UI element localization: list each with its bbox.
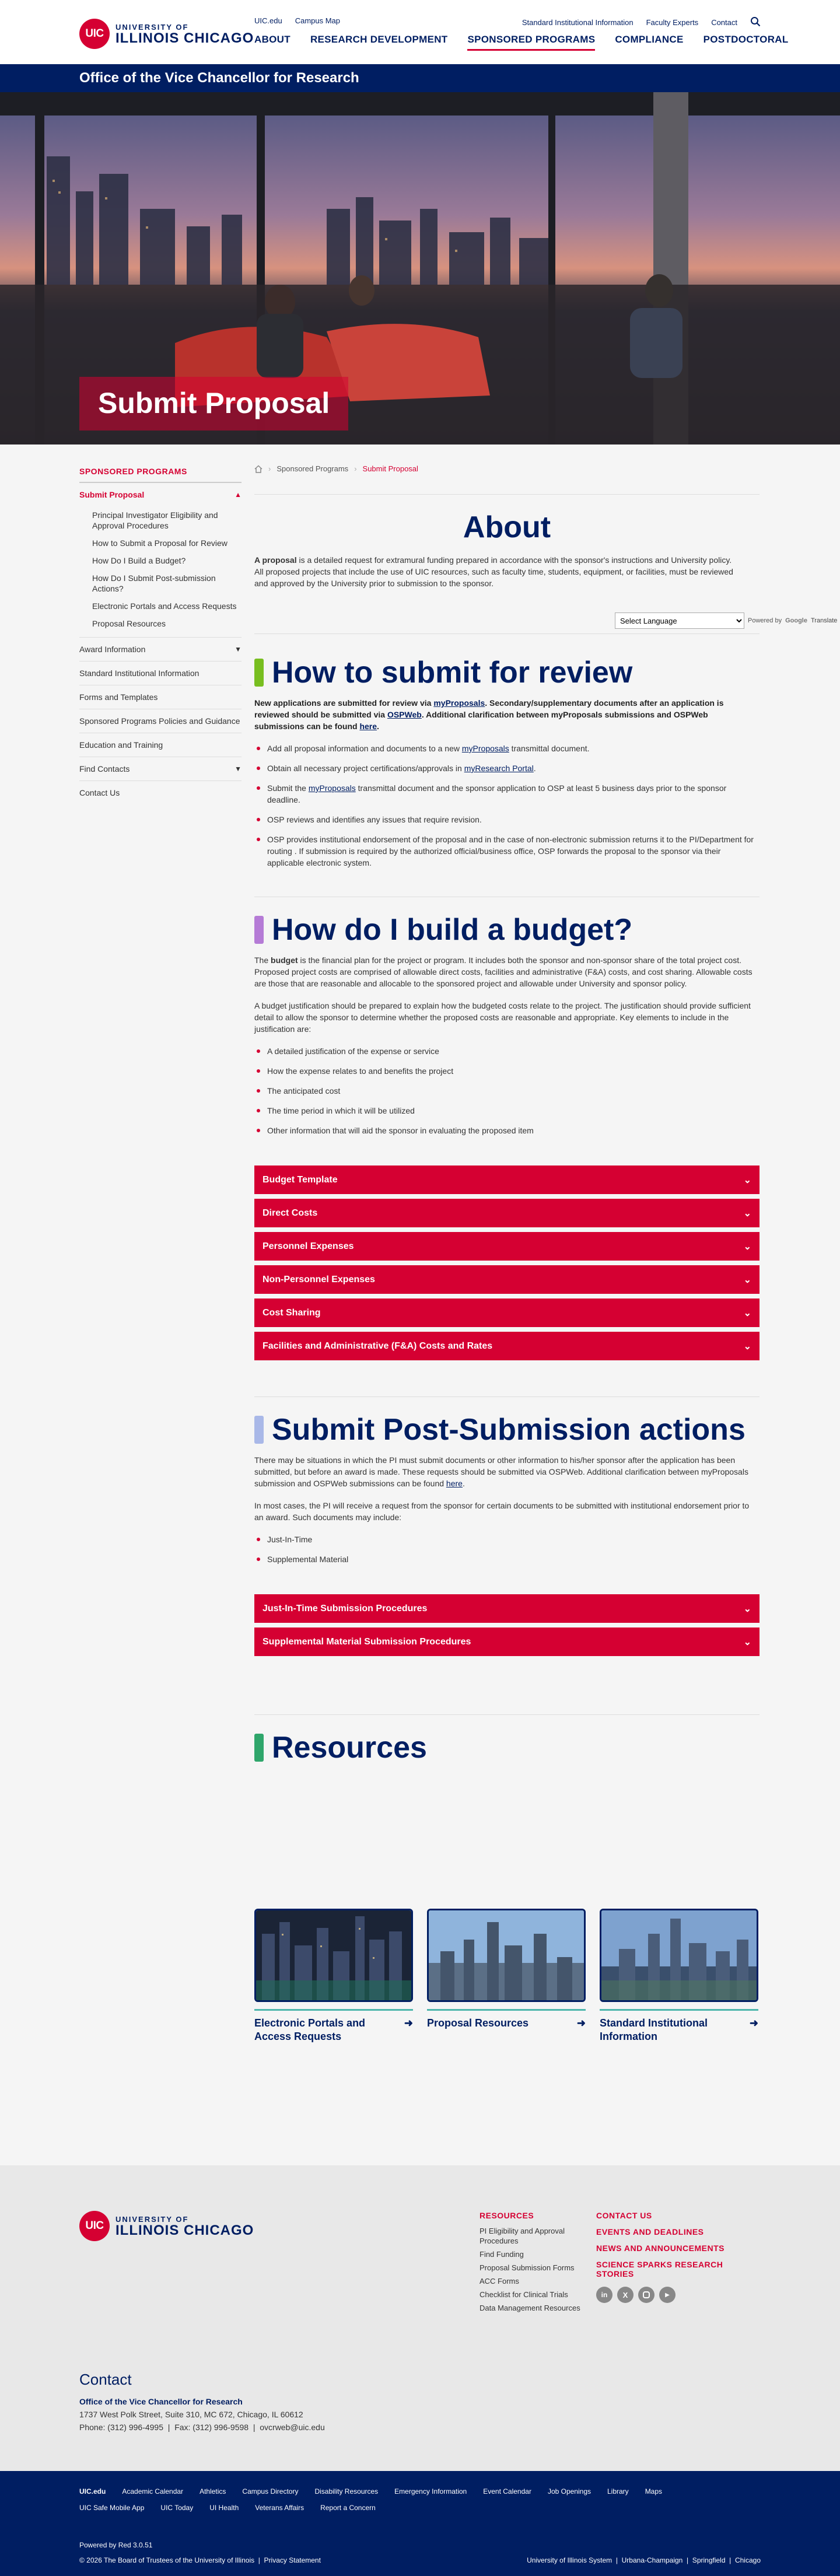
myproposals-link[interactable]: myProposals	[461, 744, 509, 753]
footer-link[interactable]: Checklist for Clinical Trials	[480, 2290, 568, 2299]
list-item: OSP provides institutional endorsement of the proposal and in the case of non-electronic submission returns it to the PI/Department for routing . If submission is required by the authorized official/business office, OSP forwards the proposal to the sponsor via their applicable electronic system.	[254, 834, 760, 869]
youtube-icon[interactable]: ▶	[659, 2287, 676, 2303]
chevron-down-icon: ⌄	[743, 1341, 751, 1352]
accordion-budget-template[interactable]: Budget Template ⌄	[254, 1166, 760, 1194]
sidebar-subitem-pi-eligibility[interactable]: Principal Investigator Eligibility and Approval Procedures	[92, 510, 218, 530]
chevron-down-icon[interactable]: ▼	[235, 765, 242, 773]
bottom-link[interactable]: Event Calendar	[483, 2487, 531, 2496]
list-item: How the expense relates to and benefits the project	[254, 1065, 760, 1077]
utility-nav-right	[522, 16, 761, 29]
list-item: The time period in which it will be utilized	[254, 1105, 760, 1116]
language-select[interactable]	[615, 612, 744, 629]
ospweb-link[interactable]: OSPWeb	[387, 710, 422, 719]
sidebar-item-label: Forms and Templates	[79, 692, 158, 702]
review-steps	[254, 743, 760, 869]
sidebar-subitem-build-budget[interactable]: How Do I Build a Budget?	[92, 556, 186, 565]
bottom-link[interactable]: UIC Safe Mobile App	[79, 2504, 145, 2512]
arrow-right-icon: ➜	[576, 2017, 586, 2029]
myproposals-link[interactable]: myProposals	[308, 783, 356, 793]
footer-uic-logo[interactable]: UIC UNIVERSITY OF ILLINOIS CHICAGO	[79, 2211, 254, 2241]
accordion-personnel-expenses[interactable]: Personnel Expenses ⌄	[254, 1232, 760, 1261]
bottom-link[interactable]: Library	[607, 2487, 629, 2496]
accordion-non-personnel-expenses[interactable]: Non-Personnel Expenses ⌄	[254, 1265, 760, 1294]
sidebar-item-label: Standard Institutional Information	[79, 668, 200, 678]
budget-accordions	[254, 1166, 760, 1360]
myresearch-portal-link[interactable]: myResearch Portal	[464, 764, 534, 773]
sidebar-item-submit-proposal[interactable]	[79, 483, 242, 506]
resources-heading-text: Resources	[272, 1731, 427, 1765]
footer-resources-heading[interactable]: RESOURCES	[480, 2211, 534, 2220]
bottom-link[interactable]: UIC.edu	[79, 2487, 106, 2496]
contact-address: 1737 West Polk Street, Suite 310, MC 672, Chicago, IL 60612	[79, 2410, 303, 2419]
sidebar-item-label: Contact Us	[79, 788, 120, 797]
card-image	[600, 1909, 758, 2002]
logo-line2: ILLINOIS CHICAGO	[116, 30, 254, 46]
post-accordions	[254, 1594, 760, 1656]
bottom-link[interactable]: Report a Concern	[320, 2504, 376, 2512]
section-accent-bar	[254, 659, 264, 687]
review-heading-text: How to submit for review	[272, 656, 633, 690]
utility-link-campus-map[interactable]: Campus Map	[295, 16, 341, 25]
about-text	[254, 554, 738, 589]
divider	[254, 1714, 760, 1715]
sidebar-subitem-how-to-submit[interactable]: How to Submit a Proposal for Review	[92, 538, 228, 548]
logo-mark: UIC	[79, 2211, 110, 2241]
chevron-down-icon: ⌄	[743, 1604, 751, 1614]
uic-logo[interactable]	[79, 19, 254, 49]
footer-quick-links	[596, 2211, 748, 2303]
budget-heading-text: How do I build a budget?	[272, 913, 633, 947]
office-title[interactable]: Office of the Vice Chancellor for Research	[79, 70, 359, 86]
resource-card-standard-info[interactable]	[600, 1909, 758, 2043]
list-item: Other information that will aid the sponsor in evaluating the proposed item	[254, 1125, 760, 1136]
footer-resources	[480, 2211, 584, 2316]
about-heading: About	[463, 510, 551, 544]
sidebar-subitem-post-submission[interactable]: How Do I Submit Post-submission Actions?	[92, 573, 216, 593]
about-text-body: is a detailed request for extramural funding prepared in accordance with the sponsor's instructions and University policy. All proposed projects that include the use of UIC resources, such as faculty time, students, equipment, or facilities, must be reviewed and approved by the University prior to submission to the sponsor.	[254, 555, 733, 588]
google-translate-widget: Select Language Powered by Google Translate	[615, 612, 837, 629]
sidebar-subitem-proposal-resources[interactable]: Proposal Resources	[92, 619, 166, 628]
accordion-supplemental-material[interactable]: Supplemental Material Submission Procedures ⌄	[254, 1628, 760, 1656]
bottom-bar	[0, 2471, 840, 2576]
bottom-link[interactable]: Campus Directory	[242, 2487, 299, 2496]
sidebar-item-award-information[interactable]	[79, 638, 242, 662]
footer-events[interactable]: EVENTS AND DEADLINES	[596, 2227, 704, 2236]
footer-link[interactable]: Proposal Submission Forms	[480, 2263, 575, 2272]
resource-card-proposal-resources[interactable]	[427, 1909, 586, 2030]
card-title[interactable]: Standard Institutional Information	[600, 2017, 708, 2042]
card-title[interactable]: Electronic Portals and Access Requests	[254, 2017, 366, 2042]
arrow-right-icon: ➜	[404, 2017, 413, 2029]
accordion-fa-costs[interactable]: Facilities and Administrative (F&A) Costs and Rates ⌄	[254, 1332, 760, 1360]
sidebar-subitem-electronic-portals[interactable]: Electronic Portals and Access Requests	[92, 601, 237, 611]
chevron-down-icon: ⌄	[743, 1241, 751, 1252]
main-content	[254, 464, 760, 1764]
budget-justification: A budget justification should be prepared to explain how the budgeted costs relate to the project. The justification should provide sufficient detail to allow the sponsor to determine whether the proposed costs are reasonable and appropriate. Key elements to include in the justification are:	[254, 1001, 751, 1034]
site-header	[0, 0, 840, 64]
google-logo: Google	[785, 617, 807, 624]
utility-link-faculty-experts[interactable]: Faculty Experts	[646, 18, 699, 27]
post-docs-text: In most cases, the PI will receive a request from the sponsor for certain documents to be submitted with institutional endorsement prior to an award. Such documents may include:	[254, 1501, 750, 1522]
card-image	[254, 1909, 413, 2002]
footer-link[interactable]: Data Management Resources	[480, 2304, 580, 2312]
myproposals-link[interactable]: myProposals	[433, 698, 485, 708]
resource-card-electronic-portals[interactable]	[254, 1909, 413, 2043]
bottom-link[interactable]: Disability Resources	[314, 2487, 379, 2496]
logo-mark: UIC	[79, 19, 110, 49]
sidebar-item-label: Submit Proposal	[79, 490, 145, 499]
sidebar-item-education[interactable]	[79, 733, 242, 757]
section-accent-bar	[254, 1416, 264, 1444]
breadcrumb-sponsored-programs[interactable]: Sponsored Programs	[276, 464, 349, 473]
bottom-link[interactable]: Maps	[645, 2487, 663, 2496]
nav-research-development[interactable]: RESEARCH DEVELOPMENT	[310, 34, 448, 45]
list-item: Submit the myProposals transmittal document and the sponsor application to OSP at least 5 business days prior to the sponsor deadline.	[254, 782, 760, 806]
footer-link[interactable]: ACC Forms	[480, 2277, 519, 2286]
home-icon[interactable]	[254, 465, 262, 473]
x-icon[interactable]: X	[617, 2287, 634, 2303]
list-item: The anticipated cost	[254, 1085, 760, 1097]
chevron-up-icon[interactable]: ▲	[235, 491, 242, 499]
footer	[0, 2165, 840, 2471]
instagram-icon[interactable]	[638, 2287, 654, 2303]
utility-link-standard-info[interactable]: Standard Institutional Information	[522, 18, 634, 27]
card-image	[427, 1909, 586, 2002]
bottom-links-row1	[79, 2487, 662, 2496]
bottom-link[interactable]: Job Openings	[547, 2487, 591, 2496]
list-item: Supplemental Material	[254, 1553, 760, 1565]
bottom-link[interactable]: Emergency Information	[394, 2487, 467, 2496]
section-accent-bar	[254, 916, 264, 944]
post-clarification-link[interactable]: here	[446, 1479, 463, 1488]
translate-link[interactable]: Translate	[810, 617, 838, 624]
contact-phone[interactable]: Phone: (312) 996-4995 | Fax: (312) 996-9598 | ovcrweb@uic.edu	[79, 2423, 325, 2432]
breadcrumb: › Sponsored Programs › Submit Proposal	[254, 464, 760, 473]
nav-about[interactable]: ABOUT	[254, 34, 290, 45]
nav-compliance[interactable]: COMPLIANCE	[615, 34, 684, 45]
copyright[interactable]: © 2026 The Board of Trustees of the University of Illinois | Privacy Statement	[79, 2556, 321, 2564]
budget-heading	[254, 914, 760, 946]
review-heading	[254, 656, 760, 689]
about-text-bold: A proposal	[254, 555, 297, 565]
sidebar-item-label: Award Information	[79, 645, 146, 654]
footer-contact-us[interactable]: CONTACT US	[596, 2211, 652, 2220]
footer-contact	[79, 2371, 325, 2432]
sidebar-item-label: Sponsored Programs Policies and Guidance	[79, 716, 240, 726]
bottom-links-row2	[79, 2504, 376, 2512]
footer-link[interactable]: PI Eligibility and Approval Procedures	[480, 2227, 565, 2245]
budget-intro: The budget is the financial plan for the project or program. It includes both the sponsor and non-sponsor share of the total project cost. Proposed project costs are comprised of allowable direct costs, facilities and administrative (F&A) costs, and cost sharing. Allowable costs are those that are reasonable and allocable to the sponsored project and allowable under University and sponsor policy.	[254, 956, 752, 988]
post-intro: There may be situations in which the PI must submit documents or other information to his/her sponsor after the application has been submitted, but before an award is made. These requests should be submitted via OSPWeb. Additional clarification between myProposals submission and OSPWeb submissions can be found here.	[254, 1455, 748, 1488]
sidebar-item-policies[interactable]	[79, 709, 242, 733]
main-nav	[254, 34, 789, 51]
clarification-link[interactable]: here	[359, 722, 377, 731]
list-item: Obtain all necessary project certifications/approvals in myResearch Portal.	[254, 762, 760, 774]
chevron-down-icon: ⌄	[743, 1308, 751, 1318]
bottom-link[interactable]: Athletics	[200, 2487, 226, 2496]
nav-sponsored-programs[interactable]: SPONSORED PROGRAMS	[467, 34, 595, 51]
sidebar-nav	[79, 464, 242, 804]
post-heading	[254, 1413, 760, 1446]
chevron-down-icon[interactable]: ▼	[235, 645, 242, 653]
sidebar-subitems	[79, 506, 242, 638]
arrow-right-icon: ➜	[749, 2017, 758, 2029]
utility-nav-left	[254, 16, 340, 25]
hero-title: Submit Proposal	[79, 377, 348, 430]
section-accent-bar	[254, 1734, 264, 1762]
search-icon[interactable]	[750, 16, 761, 29]
post-heading-text: Submit Post-Submission actions	[272, 1413, 746, 1447]
hero-image	[0, 92, 840, 444]
divider	[254, 494, 760, 495]
nav-postdoctoral[interactable]: POSTDOCTORAL	[703, 34, 789, 45]
chevron-down-icon: ⌄	[743, 1175, 751, 1185]
office-banner	[0, 64, 840, 92]
sidebar-item-forms[interactable]	[79, 685, 242, 709]
powered-by: Powered by Red 3.0.51	[79, 2541, 153, 2549]
sidebar-item-standard-info[interactable]	[79, 662, 242, 685]
bottom-link[interactable]: UI Health	[209, 2504, 239, 2512]
divider	[254, 1396, 760, 1397]
breadcrumb-current: Submit Proposal	[362, 464, 418, 473]
chevron-down-icon: ⌄	[743, 1637, 751, 1647]
review-intro: New applications are submitted for review via myProposals. Secondary/supplementary documents after an application is reviewed should be submitted via OSPWeb. Additional clarification between myProposals submissions and OSPWeb submissions can be found here.	[254, 698, 724, 731]
accordion-cost-sharing[interactable]: Cost Sharing ⌄	[254, 1298, 760, 1327]
footer-link[interactable]: Find Funding	[480, 2250, 524, 2259]
bottom-link[interactable]: Academic Calendar	[122, 2487, 184, 2496]
list-item: OSP reviews and identifies any issues that require revision.	[254, 814, 760, 825]
chevron-down-icon: ⌄	[743, 1208, 751, 1219]
sidebar-item-label: Education and Training	[79, 740, 163, 750]
accordion-just-in-time[interactable]: Just-In-Time Submission Procedures ⌄	[254, 1594, 760, 1623]
footer-science-sparks[interactable]: SCIENCE SPARKS RESEARCH STORIES	[596, 2260, 723, 2278]
contact-org: Office of the Vice Chancellor for Research	[79, 2397, 243, 2406]
budget-elements	[254, 1045, 760, 1136]
post-docs	[254, 1534, 760, 1565]
system-links[interactable]: University of Illinois System | Urbana-Champaign | Springfield | Chicago	[527, 2556, 761, 2564]
bottom-link[interactable]: UIC Today	[160, 2504, 194, 2512]
logo-line1: UNIVERSITY OF	[116, 22, 189, 32]
list-item: A detailed justification of the expense or service	[254, 1045, 760, 1057]
utility-link-contact[interactable]: Contact	[711, 18, 737, 27]
linkedin-icon[interactable]: in	[596, 2287, 612, 2303]
sidebar-item-contact-us[interactable]	[79, 781, 242, 804]
contact-heading: Contact	[79, 2371, 132, 2388]
bottom-link[interactable]: Veterans Affairs	[255, 2504, 304, 2512]
sidebar-item-find-contacts[interactable]	[79, 757, 242, 781]
footer-news[interactable]: NEWS AND ANNOUNCEMENTS	[596, 2244, 724, 2253]
resources-heading	[254, 1731, 760, 1764]
accordion-direct-costs[interactable]: Direct Costs ⌄	[254, 1199, 760, 1227]
card-title[interactable]: Proposal Resources	[427, 2017, 529, 2029]
sidebar-heading[interactable]: SPONSORED PROGRAMS	[79, 464, 242, 483]
chevron-down-icon: ⌄	[743, 1275, 751, 1285]
sidebar-item-label: Find Contacts	[79, 764, 130, 774]
social-links	[596, 2287, 748, 2303]
utility-link-uic-edu[interactable]: UIC.edu	[254, 16, 282, 25]
list-item: Just-In-Time	[254, 1534, 760, 1545]
list-item: Add all proposal information and documents to a new myProposals transmittal document.	[254, 743, 760, 754]
